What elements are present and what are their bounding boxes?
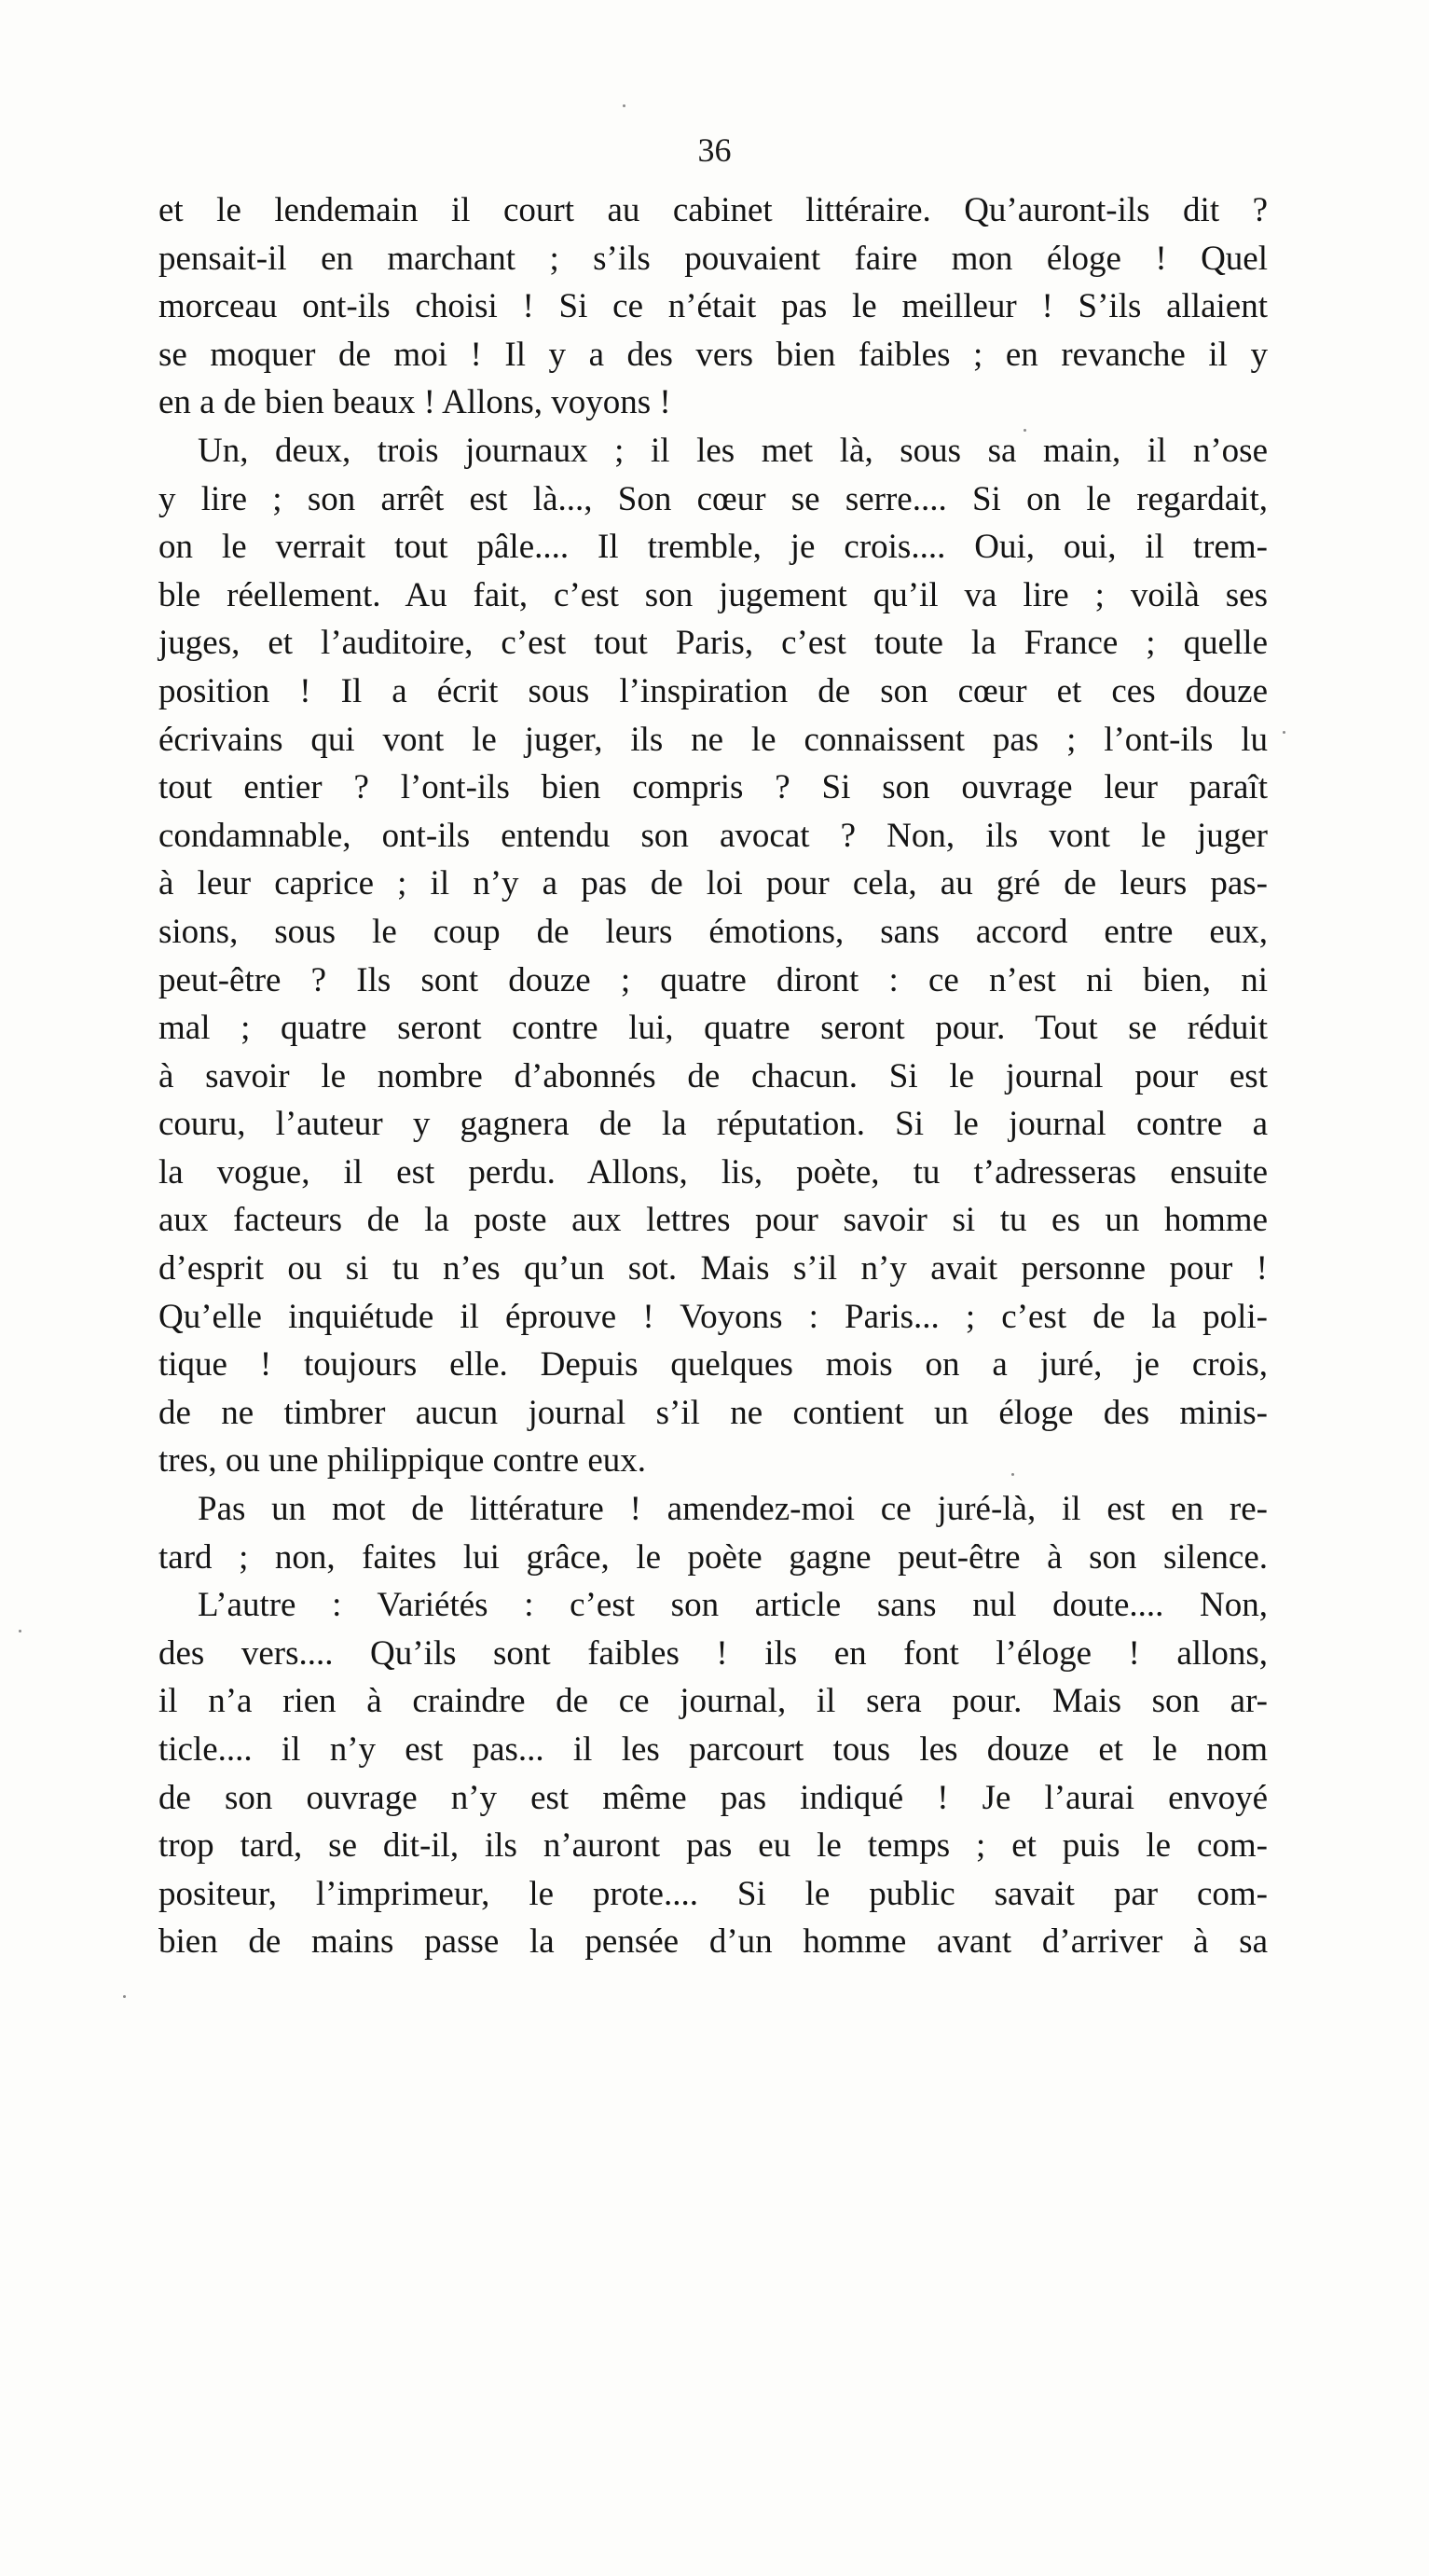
text-line: se moquer de moi ! Il y a des vers bien faibles ; en revanche il y: [158, 335, 1268, 374]
text-line: à leur caprice ; il n’y a pas de loi pour cela, au gré de leurs pas-: [158, 864, 1268, 903]
text-line: y lire ; son arrêt est là..., Son cœur se serre.... Si on le regardait,: [158, 479, 1268, 518]
text-line: et le lendemain il court au cabinet littéraire. Qu’auront-ils dit ?: [158, 191, 1268, 229]
text-line: tard ; non, faites lui grâce, le poète gagne peut-être à son silence.: [158, 1537, 1268, 1577]
text-line: de ne timbrer aucun journal s’il ne contient un éloge des minis-: [158, 1393, 1268, 1432]
text-line: ble réellement. Au fait, c’est son jugement qu’il va lire ; voilà ses: [158, 575, 1268, 614]
text-line: de son ouvrage n’y est même pas indiqué ! Je l’aurai envoyé: [158, 1778, 1268, 1817]
text-line: tres, ou une philippique contre eux.: [158, 1441, 647, 1481]
body-text: [158, 186, 1268, 1966]
text-line: il n’a rien à craindre de ce journal, il sera pour. Mais son ar-: [158, 1682, 1268, 1721]
text-line: à savoir le nombre d’abonnés de chacun. Si le journal pour est: [158, 1056, 1268, 1095]
text-line: d’esprit ou si tu n’es qu’un sot. Mais s’il n’y avait personne pour !: [158, 1249, 1268, 1288]
text-line: mal ; quatre seront contre lui, quatre seront pour. Tout se réduit: [158, 1009, 1268, 1048]
text-line: positeur, l’imprimeur, le prote.... Si le public savait par com-: [158, 1874, 1268, 1913]
text-line: juges, et l’auditoire, c’est tout Paris, c’est toute la France ; quelle: [158, 624, 1268, 663]
text-line: ticle.... il n’y est pas... il les parcourt tous les douze et le nom: [158, 1730, 1268, 1769]
text-line: peut-être ? Ils sont douze ; quatre diront : ce n’est ni bien, ni: [158, 960, 1268, 999]
paper-speck: [123, 1995, 126, 1998]
paper-speck: [19, 1630, 21, 1632]
text-line: L’autre : Variétés : c’est son article sans nul doute.... Non,: [198, 1586, 1268, 1625]
text-line: condamnable, ont-ils entendu son avocat ? Non, ils vont le juger: [158, 816, 1268, 855]
text-line: Pas un mot de littérature ! amendez-moi ce juré-là, il est en re-: [198, 1490, 1268, 1529]
text-line: tique ! toujours elle. Depuis quelques mois on a juré, je crois,: [158, 1345, 1268, 1384]
text-line: en a de bien beaux ! Allons, voyons !: [158, 383, 671, 422]
text-line: position ! Il a écrit sous l’inspiration de son cœur et ces douze: [158, 671, 1268, 710]
text-line: Qu’elle inquiétude il éprouve ! Voyons : Paris... ; c’est de la poli-: [158, 1297, 1268, 1336]
text-line: bien de mains passe la pensée d’un homme avant d’arriver à sa: [158, 1922, 1268, 1962]
paper-speck: [1024, 429, 1026, 432]
text-line: tout entier ? l’ont-ils bien compris ? Si son ouvrage leur paraît: [158, 768, 1268, 807]
text-line: couru, l’auteur y gagnera de la réputation. Si le journal contre a: [158, 1105, 1268, 1144]
text-line: morceau ont-ils choisi ! Si ce n’était pas le meilleur ! S’ils allaient: [158, 287, 1268, 326]
paper-speck: [1011, 1473, 1014, 1476]
text-line: aux facteurs de la poste aux lettres pour savoir si tu es un homme: [158, 1201, 1268, 1240]
text-line: Un, deux, trois journaux ; il les met là, sous sa main, il n’ose: [198, 431, 1268, 470]
text-line: on le verrait tout pâle.... Il tremble, je crois.... Oui, oui, il trem-: [158, 528, 1268, 567]
paper-speck: [623, 104, 625, 107]
text-line: des vers.... Qu’ils sont faibles ! ils en font l’éloge ! allons,: [158, 1633, 1268, 1673]
text-line: écrivains qui vont le juger, ils ne le connaissent pas ; l’ont-ils lu: [158, 720, 1268, 759]
text-line: trop tard, se dit-il, ils n’auront pas eu le temps ; et puis le com-: [158, 1826, 1268, 1866]
text-line: sions, sous le coup de leurs émotions, sans accord entre eux,: [158, 912, 1268, 951]
page-number: 36: [697, 131, 732, 169]
text-line: la vogue, il est perdu. Allons, lis, poète, tu t’adresseras ensuite: [158, 1152, 1268, 1192]
text-line: pensait-il en marchant ; s’ils pouvaient faire mon éloge ! Quel: [158, 239, 1268, 278]
paper-speck: [1283, 731, 1285, 734]
